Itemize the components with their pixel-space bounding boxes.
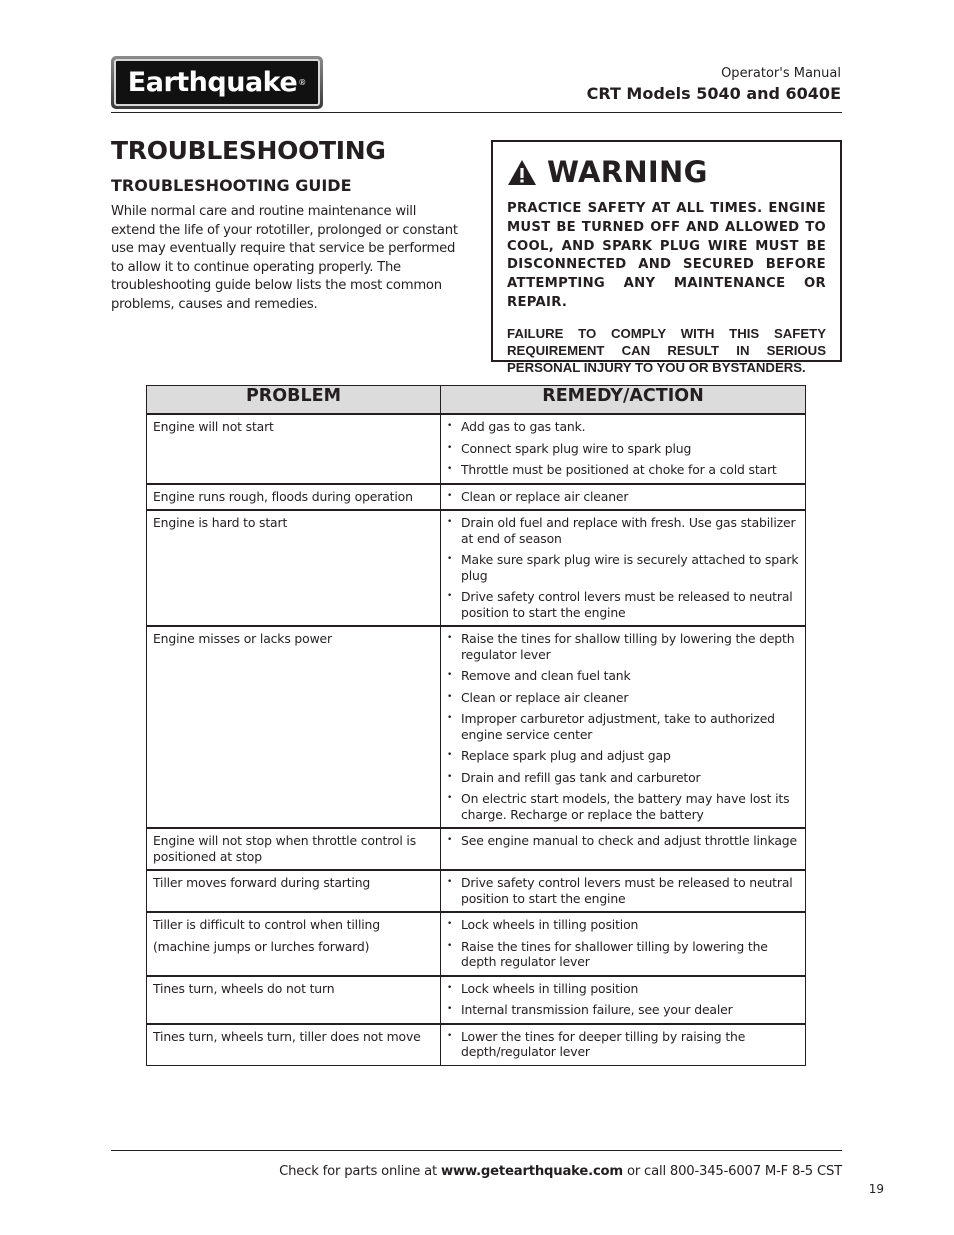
problem-text: Tines turn, wheels turn, tiller does not move xyxy=(153,1028,421,1044)
remedy-item: • Remove and clean fuel tank xyxy=(447,668,799,684)
remedy-list xyxy=(447,1029,799,1060)
remedy-item: • Drive safety control levers must be released to neutral position to start the engine xyxy=(447,589,799,620)
remedy-list xyxy=(447,917,799,970)
remedy-item: • Raise the tines for shallow tilling by lowering the depth regulator lever xyxy=(447,631,799,662)
intro-paragraph: While normal care and routine maintenance will extend the life of your rototiller, prolonged or constant use may eventually require that service be performed to allow it to continue operating properly. The troubleshooting guide below lists the most common problems, causes and remedies. xyxy=(111,204,458,312)
manual-label: Operator's Manual xyxy=(721,66,841,81)
problem-cell xyxy=(147,510,441,626)
problem-text: Tiller moves forward during starting xyxy=(153,875,371,890)
table-row xyxy=(147,870,806,912)
remedy-cell xyxy=(441,510,806,626)
remedy-cell xyxy=(441,1024,806,1066)
table-row xyxy=(147,912,806,976)
footer-text xyxy=(279,1164,842,1179)
remedy-list xyxy=(447,833,799,849)
remedy-cell xyxy=(441,912,806,976)
problem-text: Engine misses or lacks power xyxy=(153,631,332,646)
remedy-cell xyxy=(441,870,806,912)
header-divider xyxy=(111,112,842,113)
warning-header xyxy=(507,155,826,189)
problem-text: Engine will not start xyxy=(153,419,274,434)
remedy-item: • On electric start models, the battery may have lost its charge. Recharge or replace the battery xyxy=(447,791,799,822)
warning-title: WARNING xyxy=(547,155,708,189)
table-row xyxy=(147,626,806,828)
problem-text: Tines turn, wheels do not turn xyxy=(153,980,335,996)
remedy-list xyxy=(447,489,799,505)
remedy-item: • Lock wheels in tilling position xyxy=(447,981,799,997)
warning-box xyxy=(491,140,842,375)
remedy-item: • Clean or replace air cleaner xyxy=(447,489,799,505)
remedy-item: • Improper carburetor adjustment, take to authorized engine service center xyxy=(447,711,799,742)
table-row xyxy=(147,1024,806,1066)
footer-website-link[interactable]: www.getearthquake.com xyxy=(441,1164,623,1179)
problem-cell xyxy=(147,870,441,912)
remedy-cell xyxy=(441,976,806,1024)
model-title: CRT Models 5040 and 6040E xyxy=(586,84,841,103)
remedy-item: • Replace spark plug and adjust gap xyxy=(447,748,799,764)
section-title: TROUBLESHOOTING xyxy=(111,136,386,165)
table-row xyxy=(147,484,806,511)
footer-prefix: Check for parts online at xyxy=(279,1164,437,1179)
remedy-item: • Clean or replace air cleaner xyxy=(447,690,799,706)
remedy-list xyxy=(447,419,799,478)
problem-column-header: PROBLEM xyxy=(147,386,441,415)
table-row xyxy=(147,976,806,1024)
problem-text: Engine will not stop when throttle control is positioned at stop xyxy=(153,833,417,864)
table-body xyxy=(147,414,806,1065)
warning-text-primary: PRACTICE SAFETY AT ALL TIMES. ENGINE MUST BE TURNED OFF AND ALLOWED TO COOL, AND SPARK PLUG WIRE MUST BE DISCONNECTED AND SECURED BEFORE ATTEMPTING ANY MAINTENANCE OR REPAIR. xyxy=(507,201,826,310)
remedy-cell xyxy=(441,484,806,511)
warning-text-secondary: FAILURE TO COMPLY WITH THIS SAFETY REQUIREMENT CAN RESULT IN SERIOUS PERSONAL INJURY TO YOU OR BYSTANDERS. xyxy=(507,325,826,375)
problem-cell xyxy=(147,828,441,870)
problem-text: Tiller is difficult to control when tilling xyxy=(153,917,380,932)
remedy-item: • Drain and refill gas tank and carburetor xyxy=(447,770,799,786)
remedy-item: • Drive safety control levers must be released to neutral position to start the engine xyxy=(447,875,799,906)
problem-cell xyxy=(147,912,441,976)
remedy-list xyxy=(447,631,799,822)
footer-suffix: or call 800-345-6007 M-F 8-5 CST xyxy=(626,1164,842,1179)
section-subtitle: TROUBLESHOOTING GUIDE xyxy=(111,176,352,195)
warning-triangle-icon xyxy=(507,159,537,186)
page-number: 19 xyxy=(868,1182,884,1196)
problem-text: Engine runs rough, floods during operation xyxy=(153,488,413,504)
footer-divider xyxy=(111,1150,842,1151)
problem-text: Engine is hard to start xyxy=(153,515,288,530)
table-header-row xyxy=(147,386,806,415)
remedy-list xyxy=(447,875,799,906)
remedy-item: • Raise the tines for shallower tilling by lowering the depth regulator lever xyxy=(447,939,799,970)
remedy-item: • Lower the tines for deeper tilling by raising the depth/regulator lever xyxy=(447,1029,799,1060)
remedy-item: • Internal transmission failure, see your dealer xyxy=(447,1002,799,1018)
problem-cell xyxy=(147,976,441,1024)
remedy-list xyxy=(447,515,799,620)
remedy-item: • Lock wheels in tilling position xyxy=(447,917,799,933)
remedy-item: • See engine manual to check and adjust throttle linkage xyxy=(447,833,799,849)
remedy-item: • Throttle must be positioned at choke for a cold start xyxy=(447,462,799,478)
brand-logo xyxy=(111,56,323,109)
logo-plate xyxy=(114,59,320,106)
problem-cell xyxy=(147,626,441,828)
remedy-cell xyxy=(441,414,806,484)
remedy-cell xyxy=(441,828,806,870)
problem-cell xyxy=(147,484,441,511)
remedy-cell xyxy=(441,626,806,828)
remedy-item: • Connect spark plug wire to spark plug xyxy=(447,441,799,457)
table-row xyxy=(147,414,806,484)
problem-cell xyxy=(147,414,441,484)
troubleshooting-table xyxy=(146,385,806,1066)
problem-text: (machine jumps or lurches forward) xyxy=(153,938,370,954)
table-row xyxy=(147,510,806,626)
problem-cell xyxy=(147,1024,441,1066)
logo-text: Earthquake xyxy=(127,67,298,98)
remedy-item: • Drain old fuel and replace with fresh. Use gas stabilizer at end of season xyxy=(447,515,799,546)
remedy-column-header: REMEDY/ACTION xyxy=(441,386,806,415)
remedy-list xyxy=(447,981,799,1018)
remedy-item: • Make sure spark plug wire is securely attached to spark plug xyxy=(447,552,799,583)
logo-registered-mark: ® xyxy=(298,78,307,87)
table-row xyxy=(147,828,806,870)
remedy-item: • Add gas to gas tank. xyxy=(447,419,799,435)
